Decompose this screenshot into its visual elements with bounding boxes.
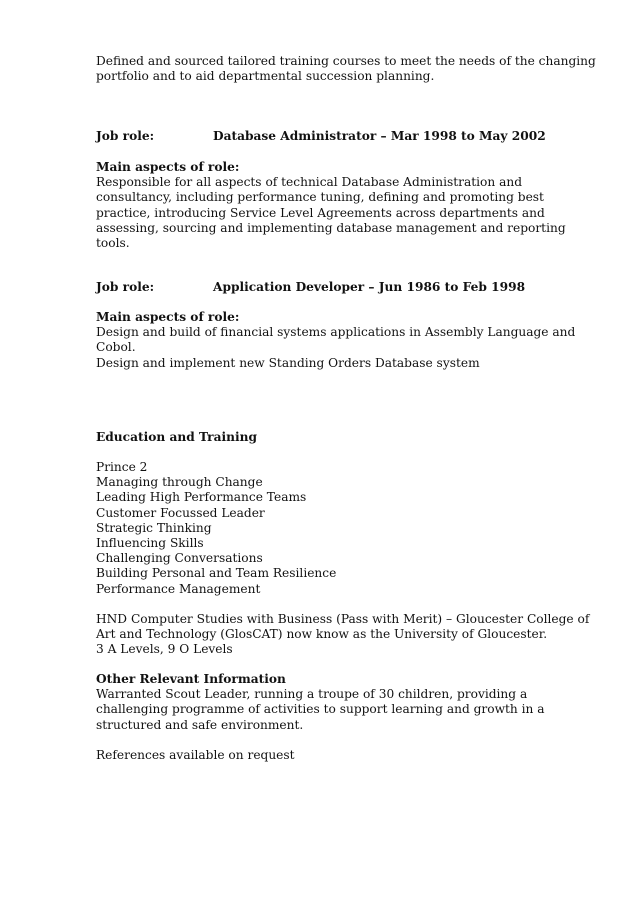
qualification-line: HND Computer Studies with Business (Pass with Merit) – Gloucester College of <box>96 612 590 626</box>
course-item: Influencing Skills <box>96 536 204 551</box>
section-heading: Education and Training <box>96 430 258 444</box>
other-information <box>96 672 546 733</box>
course-item: Customer Focussed Leader <box>96 505 265 520</box>
other-line: structured and safe environment. <box>96 717 304 732</box>
aspects-line: consultancy, including performance tuning, defining and promoting best <box>96 190 544 205</box>
course-item: Leading High Performance Teams <box>96 490 307 505</box>
job-role-title: Database Administrator – Mar 1998 to May 2002 <box>213 129 546 143</box>
section-heading: Other Relevant Information <box>96 672 286 686</box>
references-line: References available on request <box>96 748 295 762</box>
course-item: Building Personal and Team Resilience <box>96 566 337 581</box>
job-role-title: Application Developer – Jun 1986 to Feb 1998 <box>213 280 526 294</box>
intro-line: portfolio and to aid departmental succession planning. <box>96 69 435 84</box>
qualification-line: 3 A Levels, 9 O Levels <box>96 642 233 657</box>
job-role-label: Job role: <box>96 280 155 294</box>
qualification-line: Art and Technology (GlosCAT) now know as the University of Gloucester. <box>96 627 548 642</box>
qualifications <box>96 612 590 658</box>
other-line: challenging programme of activities to support learning and growth in a <box>96 702 545 717</box>
other-line: Warranted Scout Leader, running a troupe of 30 children, providing a <box>96 687 528 702</box>
aspects-line: tools. <box>96 236 130 251</box>
job-aspects <box>96 310 576 371</box>
aspects-line: Cobol. <box>96 340 136 355</box>
course-list <box>96 460 546 597</box>
course-item: Managing through Change <box>96 475 263 490</box>
aspects-line: Responsible for all aspects of technical Database Administration and <box>96 175 522 190</box>
course-item: Challenging Conversations <box>96 551 263 566</box>
aspects-line: assessing, sourcing and implementing database management and reporting <box>96 220 566 235</box>
aspects-line: practice, introducing Service Level Agreements across departments and <box>96 205 545 220</box>
aspects-heading: Main aspects of role: <box>96 160 240 174</box>
course-item: Prince 2 <box>96 460 148 474</box>
course-item: Strategic Thinking <box>96 520 212 535</box>
intro-line: Defined and sourced tailored training courses to meet the needs of the changing <box>96 54 596 68</box>
job-aspects <box>96 160 566 251</box>
aspects-heading: Main aspects of role: <box>96 310 240 324</box>
education-heading <box>96 430 546 445</box>
references <box>96 748 546 763</box>
aspects-line: Design and build of financial systems applications in Assembly Language and <box>96 325 576 340</box>
course-item: Performance Management <box>96 581 261 596</box>
intro-paragraph <box>96 54 596 84</box>
job-role-label: Job role: <box>96 129 155 143</box>
aspects-line: Design and implement new Standing Orders Database system <box>96 355 480 370</box>
